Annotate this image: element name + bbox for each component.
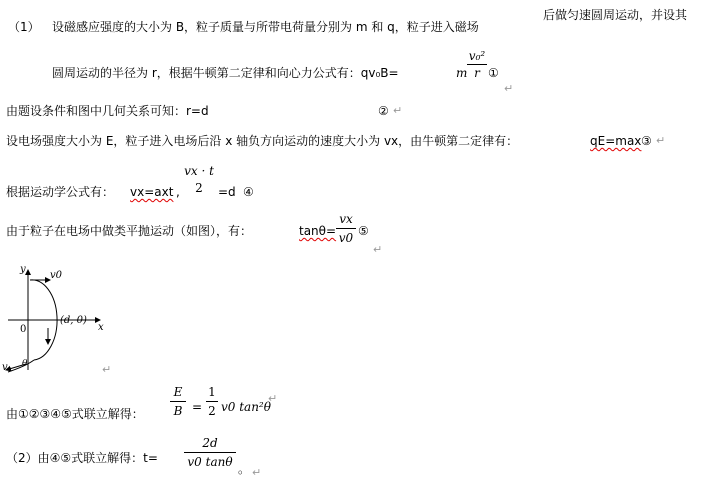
result1-lhs-den: B (170, 401, 186, 420)
part1-line1: 设磁感应强度的大小为 B，粒子质量与所带电荷量分别为 m 和 q，粒子进入磁场 (52, 20, 479, 34)
eq4-numerator: vx · t (184, 164, 214, 178)
return-mark: ↵ (656, 134, 666, 147)
return-mark: ↵ (373, 243, 383, 256)
result1-rhs-tail: v0 tan²θ (221, 400, 271, 414)
eq1-fraction (467, 48, 487, 81)
return-mark: ↵ (504, 82, 514, 95)
eq4-kinematic: vx=axt (130, 185, 174, 199)
eq3-mark: ③ (641, 134, 652, 148)
v0-label: v0 (50, 270, 63, 281)
eq3: qE=max (590, 134, 642, 148)
part1-line6: 由于粒子在电场中做类平抛运动（如图），有： (6, 224, 253, 238)
part1-line1-tail: 后做匀速圆周运动，并设其 (543, 8, 688, 22)
v-label: v (2, 362, 8, 373)
eq5-fraction (336, 210, 356, 247)
eq4-denominator: 2 (195, 181, 203, 195)
part1-line3: 由题设条件和图中几何关系可知：r=d (6, 104, 209, 118)
result1-lhs-num: E (173, 385, 183, 399)
eq1-mark: ① (488, 66, 499, 80)
eq2-mark: ② (378, 104, 389, 118)
part1-line4: 设电场强度大小为 E，粒子进入电场后沿 x 轴负方向运动的速度大小为 vx，由牛顿第二定律有： (6, 134, 519, 148)
part2-denominator: v0 tanθ (184, 452, 236, 471)
result1-rhs-num: 1 (208, 385, 216, 399)
part1-line2: 圆周运动的半径为 r，根据牛顿第二定律和向心力公式有：qv₀B= (52, 66, 399, 80)
part2-numerator: 2d (202, 436, 218, 450)
return-mark: ↵ (268, 392, 278, 405)
eq5-denominator: v0 (336, 228, 356, 247)
eq1-denominator: r (467, 64, 487, 81)
comma: , (176, 185, 180, 199)
eq5-numerator: vx (339, 212, 353, 226)
result1-eq: = (192, 400, 203, 414)
part2-fraction (184, 434, 236, 471)
theta-label: θ (22, 359, 28, 369)
eq5-mark: ⑤ (358, 224, 369, 238)
part2-end: 。 (238, 462, 251, 476)
return-mark: ↵ (393, 104, 403, 117)
part2-prefix: （2）由④⑤式联立解得：t= (6, 451, 158, 465)
result1-lhs-fraction (170, 383, 186, 420)
result1-rhs-fraction (206, 383, 218, 420)
point-label: (d, 0) (60, 315, 87, 326)
y-label: y (20, 264, 26, 275)
trajectory-figure (0, 258, 112, 378)
eq5-lhs: tanθ= (299, 224, 337, 238)
part1-label: （1） (8, 20, 40, 34)
eq4-fraction (184, 162, 214, 196)
return-mark: ↵ (252, 466, 262, 479)
eq4-rhs: =d (218, 185, 236, 199)
origin-label: 0 (20, 324, 27, 335)
eq4-mark: ④ (243, 185, 254, 199)
result1-rhs-den: 2 (206, 401, 218, 420)
part1-line5: 根据运动学公式有： (6, 185, 115, 199)
eq1-coef: m (456, 66, 468, 80)
x-label: x (98, 322, 104, 333)
eq1-numerator: v₀² (468, 49, 486, 63)
return-mark: ↵ (102, 363, 112, 376)
result1-prefix: 由①②③④⑤式联立解得： (6, 407, 144, 421)
